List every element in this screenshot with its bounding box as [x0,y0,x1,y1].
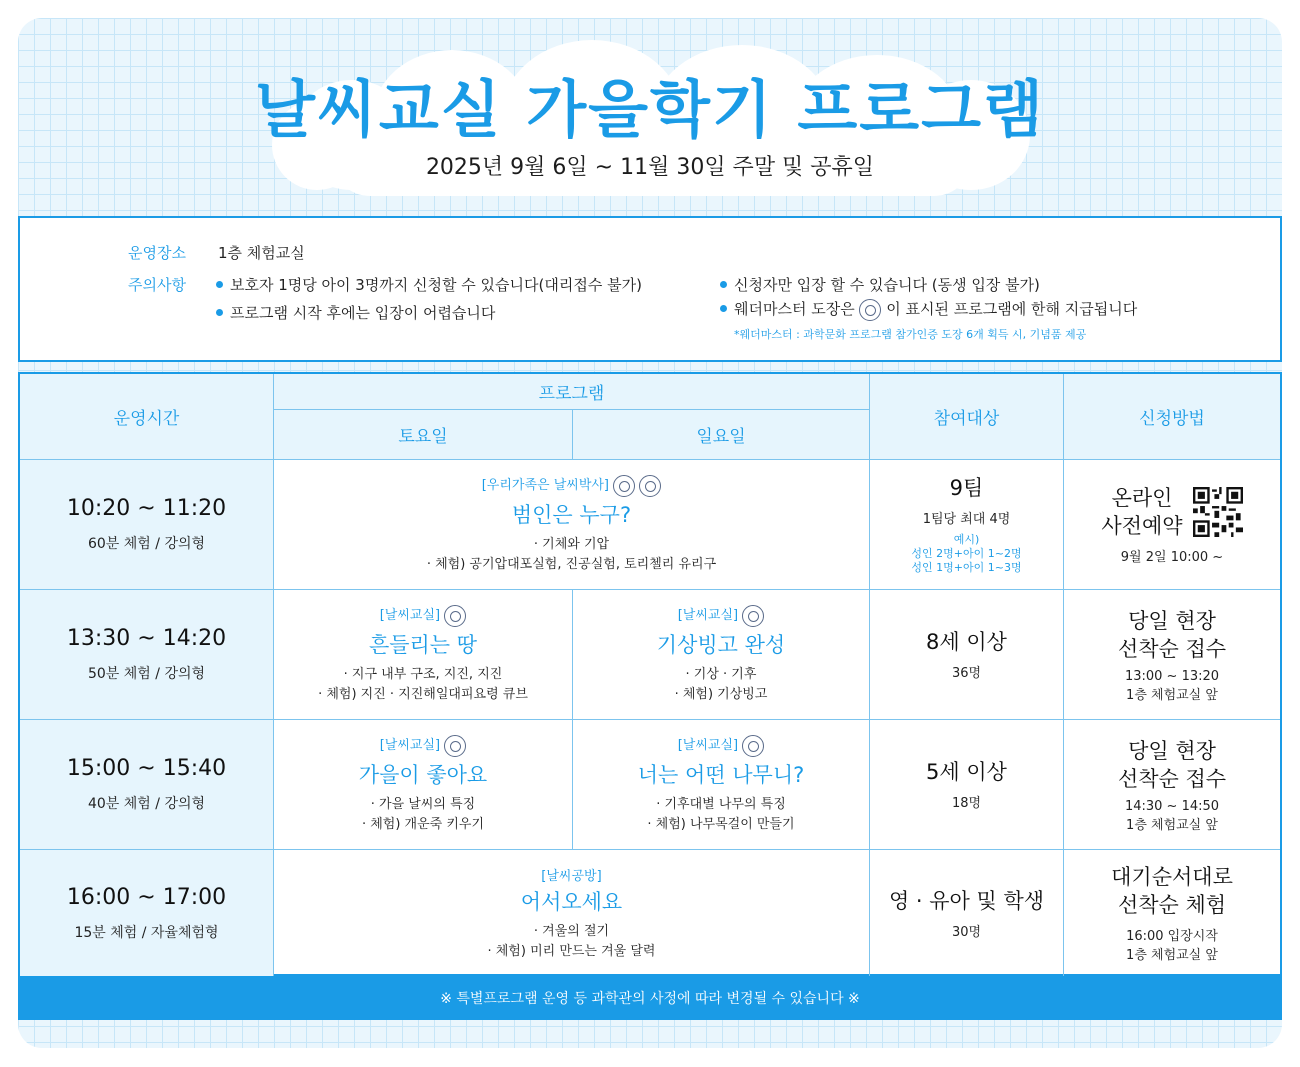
weather-master-stamp-icon [859,299,881,321]
header-saturday-label: 토요일 [398,427,448,447]
header-program-label: 프로그램 [538,384,605,404]
program-cell-sunday [573,720,870,850]
row-time: 13:30 ~ 14:20 [66,626,227,651]
program-cell [274,850,870,976]
program-name: 어서오세요 [520,889,623,914]
apply-main [1118,607,1226,663]
apply-sub-line: 1층 체험교실 앞 [1126,687,1218,703]
caution-item: 보호자 1명당 아이 3명까지 신청할 수 있습니다(대리접수 불가) [216,274,642,295]
program-details [487,922,655,962]
program-cell-saturday [274,590,573,720]
program-name: 흔들리는 땅 [368,632,478,657]
apply-main-line: 선착순 접수 [1117,636,1227,661]
program-cell-saturday [274,720,573,850]
program-tag [678,734,765,757]
footer-notice-text: ※ 특별프로그램 운영 등 과학관의 사정에 따라 변경될 수 있습니다 ※ [440,991,860,1007]
program-detail: · 기체와 기압 [533,536,610,552]
caution-label: 주의사항 [128,276,186,294]
apply-main-line: 선착순 체험 [1117,893,1227,917]
weather-master-stamp-icon [639,475,661,497]
program-cell [274,460,870,590]
header-sunday [573,410,870,460]
target-main: 8세 이상 [926,630,1007,654]
footer-notice [18,976,1282,1020]
program-details [675,665,768,705]
program-detail: · 기후대별 나무의 특징 [656,796,786,812]
stamp-note: *웨더마스터 : 과학문화 프로그램 참가인증 도장 6개 획득 시, 기념품 제공 [734,328,1087,341]
apply-main [1118,737,1226,793]
program-detail: · 체험) 미리 만드는 겨울 달력 [487,943,656,959]
program-name: 범인은 누구? [511,502,632,527]
header-time-label: 운영시간 [113,409,180,429]
row-time-type: 50분 체험 / 강의형 [87,666,206,682]
header-program [274,374,870,410]
apply-main [1111,863,1233,919]
info-box [18,216,1282,362]
program-tag [678,604,765,627]
header-target-label: 참여대상 [933,409,1000,429]
apply-main-line: 당일 현장 [1128,608,1216,633]
program-tag [380,734,467,757]
row-time-cell [20,850,274,976]
program-name: 너는 어떤 나무니? [637,762,805,787]
apply-cell [1064,590,1280,720]
row-time-type: 40분 체험 / 강의형 [87,796,206,812]
row-time-type: 15분 체험 / 자율체험형 [74,924,219,941]
target-cell [870,720,1064,850]
program-name: 가을이 좋아요 [358,762,488,787]
header-target [870,374,1064,460]
target-sub: 1팀당 최대 4명 [922,512,1011,527]
stamp-text-before: 웨더마스터 도장은 [734,300,855,318]
program-tag-text: [날씨교실] [677,608,739,624]
target-example: 성인 1명+아이 1~3명 [911,561,1022,574]
page-title: 날씨교실 가을학기 프로그램 [255,73,1045,146]
target-cell [870,850,1064,976]
target-main: 9팀 [949,476,984,500]
caution-item: 신청자만 입장 할 수 있습니다 (동생 입장 불가) [720,274,1040,295]
header-time [20,374,274,460]
target-sub: 36명 [951,666,982,681]
apply-sub [1126,925,1218,963]
weather-master-stamp-icon [613,475,635,497]
program-details [647,795,794,835]
header-sunday-label: 일요일 [696,427,746,447]
apply-main-line: 온라인 [1111,486,1173,510]
stamp-text-after: 이 표시된 프로그램에 한해 지급됩니다 [886,300,1138,318]
row-time-cell [20,460,274,590]
caution-item-stamp [720,298,1137,321]
header-apply [1064,374,1280,460]
weather-master-stamp-icon [742,605,764,627]
apply-sub [1125,669,1219,703]
program-detail: · 지구 내부 구조, 지진, 지진 [343,666,503,682]
apply-sub-line: 1층 체험교실 앞 [1126,817,1218,833]
weather-master-stamp-icon [742,735,764,757]
target-sub: 30명 [951,924,982,940]
weather-master-stamp-icon [444,605,466,627]
program-details [427,535,716,575]
program-tag: [날씨공방] [541,868,602,884]
apply-sub-line: 16:00 입장시작 [1126,929,1218,944]
target-main: 5세 이상 [926,760,1007,784]
target-example: 성인 2명+아이 1~2명 [911,547,1022,560]
program-details [362,795,484,835]
program-tag-text: [우리가족은 날씨박사] [481,478,610,494]
target-example: 예시) [953,533,980,546]
program-detail: · 체험) 나무목걸이 만들기 [647,816,795,832]
target-cell [870,460,1064,590]
apply-sub-line: 14:30 ~ 14:50 [1124,798,1220,814]
apply-cell [1064,460,1280,590]
apply-sub-line: 1층 체험교실 앞 [1126,948,1218,963]
program-details [318,665,528,705]
program-detail: · 가을 날씨의 특징 [370,796,476,812]
target-cell [870,590,1064,720]
apply-cell [1064,720,1280,850]
program-detail: · 체험) 개운죽 키우기 [361,816,485,832]
row-time: 15:00 ~ 15:40 [66,756,227,781]
program-tag-text: [날씨교실] [379,608,441,624]
caution-item: 프로그램 시작 후에는 입장이 어렵습니다 [216,302,495,323]
apply-main-line: 선착순 접수 [1117,766,1227,791]
program-detail: · 체험) 공기압대포실험, 진공실험, 토리첼리 유리구 [426,556,717,572]
apply-sub: 9월 2일 10:00 ~ [1120,550,1224,565]
program-tag [380,604,467,627]
weather-master-stamp-icon [444,735,466,757]
apply-main [1101,484,1182,540]
apply-main-line: 사전예약 [1101,514,1183,538]
apply-cell [1064,850,1280,976]
apply-online-row [1101,484,1242,540]
target-examples [911,533,1021,575]
header-saturday [274,410,573,460]
target-main: 영 · 유아 및 학생 [888,888,1045,913]
program-name: 기상빙고 완성 [656,632,786,657]
program-cell-sunday [573,590,870,720]
program-tag-text: [날씨교실] [379,738,441,754]
program-detail: · 체험) 기상빙고 [674,686,768,702]
row-time-cell [20,590,274,720]
program-tag-text: [날씨교실] [677,738,739,754]
row-time-type: 60분 체험 / 강의형 [87,536,206,552]
place-label: 운영장소 [128,244,186,262]
program-tag [482,474,662,497]
row-time: 10:20 ~ 11:20 [66,496,227,521]
row-time-cell [20,720,274,850]
apply-main-line: 당일 현장 [1128,738,1216,763]
apply-main-line: 대기순서대로 [1111,865,1233,889]
program-detail: · 겨울의 절기 [533,923,610,939]
qr-code-icon[interactable] [1193,487,1243,537]
target-sub: 18명 [951,796,982,811]
apply-sub [1125,799,1219,833]
page-subtitle: 2025년 9월 6일 ~ 11월 30일 주말 및 공휴일 [425,155,875,180]
program-detail: · 체험) 지진 · 지진해일대피요령 큐브 [318,686,528,702]
header-apply-label: 신청방법 [1139,409,1205,429]
place-value: 1층 체험교실 [218,244,305,262]
program-detail: · 기상 · 기후 [685,666,757,682]
apply-sub-line: 13:00 ~ 13:20 [1124,668,1220,684]
row-time: 16:00 ~ 17:00 [66,884,227,910]
schedule-table [18,372,1282,976]
